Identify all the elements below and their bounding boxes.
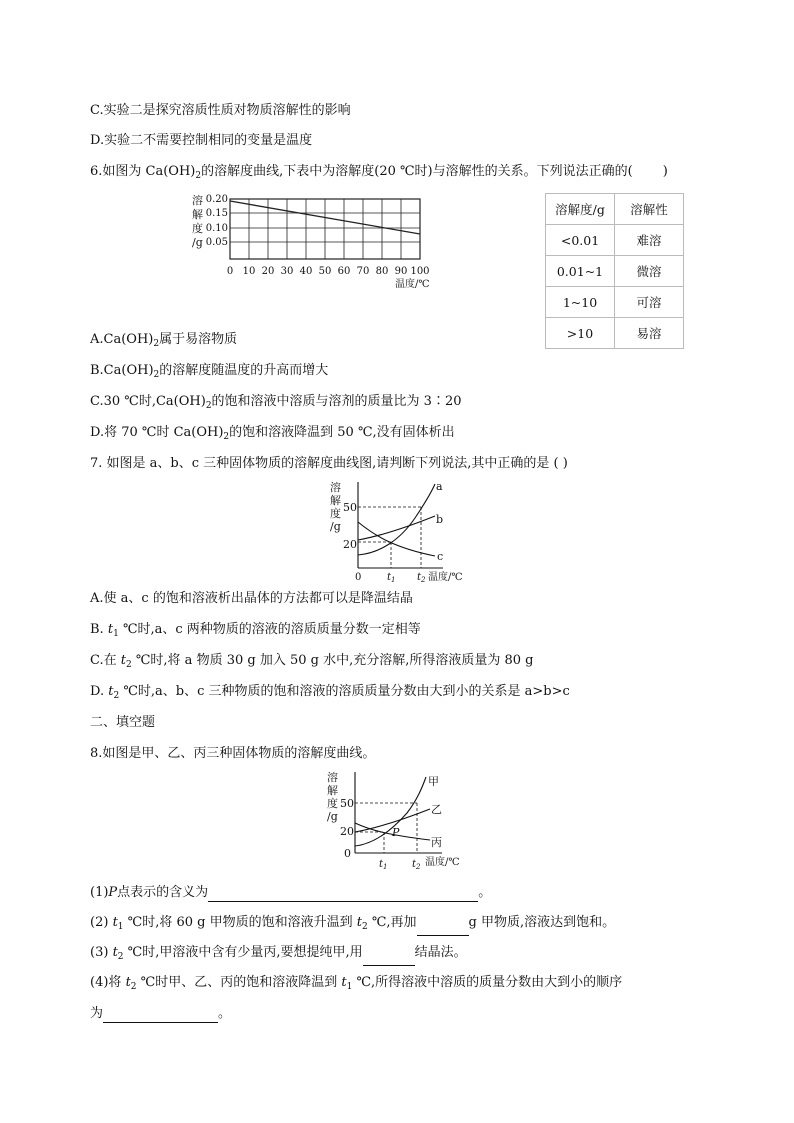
q7-option-d: D. $t_2$ ℃时,a、b、c 三种物质的饱和溶液的溶质质量分数由大到小的关系是 a>b>c bbox=[90, 684, 570, 701]
q8-y20: 20 bbox=[340, 825, 354, 838]
q8-label-jia: 甲 bbox=[428, 775, 439, 788]
q8-chart bbox=[322, 768, 472, 878]
q7-option-b: B. $t_1$ ℃时,a、c 两种物质的溶液的溶质质量分数一定相等 bbox=[90, 622, 421, 639]
table-cell: 微溶 bbox=[615, 256, 684, 287]
q6-xtick: 70 bbox=[356, 266, 370, 277]
q7-label-b: b bbox=[436, 513, 444, 526]
q7-ylabel-2: 解 bbox=[330, 494, 341, 507]
q6-option-a: $A.Ca(OH)_2$属于易溶物质 bbox=[90, 332, 238, 349]
q7-t1: $t_1$ bbox=[387, 572, 396, 584]
answer-blank[interactable] bbox=[363, 951, 415, 966]
q7-ylabel-3: 度 bbox=[330, 507, 341, 520]
q5-option-d: D.实验二不需要控制相同的变量是温度 bbox=[90, 133, 313, 148]
q6-xlabel: 温度/℃ bbox=[395, 279, 430, 290]
table-cell: 易溶 bbox=[615, 318, 684, 349]
table-cell: <0.01 bbox=[546, 225, 615, 256]
q8-point-p: P bbox=[392, 826, 400, 839]
q7-label-a: a bbox=[436, 480, 443, 493]
q7-chart bbox=[325, 478, 475, 588]
table-cell: 难溶 bbox=[615, 225, 684, 256]
q7-curve-a bbox=[358, 484, 435, 555]
q6-option-d: D.将 70 ℃时 $Ca(OH)_2$的饱和溶液降温到 50 ℃,没有固体析出 bbox=[90, 425, 455, 442]
q6-ylabel-1: 溶 bbox=[192, 194, 203, 207]
q6-option-b: $B.Ca(OH)_2$的溶解度随温度的升高而增大 bbox=[90, 363, 329, 380]
q8-sub2: (2) $t_1$ ℃时,将 60 g 甲物质的饱和溶液升温到 $t_2$ ℃,再加 g 甲物质,溶液达到饱和。 bbox=[90, 914, 615, 936]
q8-curve-jia bbox=[355, 777, 426, 846]
q8-xlabel: 温度/℃ bbox=[425, 857, 460, 868]
q6-ytick: 0.20 bbox=[205, 194, 228, 205]
q6-xtick: 30 bbox=[280, 266, 294, 277]
q6-xtick: 40 bbox=[299, 266, 313, 277]
q6-ytick: 0.05 bbox=[205, 237, 228, 248]
q7-option-a: A.使 a、c 的饱和溶液析出晶体的方法都可以是降温结晶 bbox=[90, 591, 413, 606]
table-cell: >10 bbox=[546, 318, 615, 349]
q6-xtick: 20 bbox=[261, 266, 275, 277]
q5-option-c: C.实验二是探究溶质性质对物质溶解性的影响 bbox=[90, 103, 351, 118]
q8-ylabel-3: 度 bbox=[327, 797, 338, 810]
q8-ylabel-4: /g bbox=[327, 810, 338, 823]
table-cell: 1~10 bbox=[546, 287, 615, 318]
q8-label-yi: 乙 bbox=[431, 803, 442, 816]
q6-xtick: 50 bbox=[318, 266, 332, 277]
q8-stem: 8.如图是甲、乙、丙三种固体物质的溶解度曲线。 bbox=[90, 746, 376, 761]
q7-label-c: c bbox=[437, 550, 444, 563]
q6-xtick: 100 bbox=[410, 266, 430, 277]
q7-option-c: C.在 $t_2$ ℃时,将 a 物质 30 g 加入 50 g 水中,充分溶解,所得溶液质量为 80 g bbox=[90, 653, 534, 670]
q7-ylabel-1: 溶 bbox=[330, 481, 341, 494]
q8-sub1: (1)P点表示的含义为 。 bbox=[90, 885, 492, 900]
q6-solubility-table bbox=[545, 193, 684, 349]
q6-ytick: 0.10 bbox=[205, 223, 228, 234]
q6-option-c: C.30 ℃时$,Ca(OH)_2$的饱和溶液中溶质与溶剂的质量比为 3∶20 bbox=[90, 394, 462, 411]
section-heading: 二、填空题 bbox=[90, 715, 156, 730]
q6-stem: 6.如图为 $Ca(OH)_2$的溶解度曲线,下表中为溶解度(20 ℃时)与溶解性的关系。下列说法正确的( ) bbox=[90, 164, 668, 181]
q8-label-bing: 丙 bbox=[431, 836, 442, 849]
q6-ylabel-4: /g bbox=[192, 236, 203, 249]
q7-y20: 20 bbox=[343, 538, 357, 551]
q6-ylabel-2: 解 bbox=[192, 208, 203, 221]
q8-sub3: (3) $t_2$ ℃时,甲溶液中含有少量丙,要想提纯甲,用 结晶法。 bbox=[90, 944, 467, 966]
q7-origin: 0 bbox=[355, 572, 362, 583]
table-cell: 可溶 bbox=[615, 287, 684, 318]
q7-t2: $t_2$ bbox=[417, 572, 426, 584]
answer-blank[interactable] bbox=[103, 1008, 218, 1023]
table-header: 溶解度/g bbox=[546, 194, 615, 225]
q6-xtick: 90 bbox=[394, 266, 408, 277]
q8-t2: $t_2$ bbox=[412, 859, 421, 871]
q6-xtick: 60 bbox=[337, 266, 351, 277]
q6-xtick: 10 bbox=[242, 266, 256, 277]
answer-blank[interactable] bbox=[417, 921, 469, 936]
q8-ylabel-1: 溶 bbox=[327, 771, 338, 784]
q6-ytick: 0.15 bbox=[205, 208, 228, 219]
q7-y50: 50 bbox=[343, 501, 357, 514]
q8-origin: 0 bbox=[344, 847, 351, 860]
q8-ylabel-2: 解 bbox=[327, 784, 338, 797]
q7-curve-b bbox=[358, 516, 435, 540]
q6-xtick: 0 bbox=[226, 266, 234, 277]
q8-sub4-cont: 为 。 bbox=[90, 1006, 232, 1021]
q7-stem: 7. 如图是 a、b、c 三种固体物质的溶解度曲线图,请判断下列说法,其中正确的是 ( ) bbox=[90, 456, 568, 471]
q7-xlabel: 温度/℃ bbox=[428, 572, 463, 583]
q6-ylabel-3: 度 bbox=[192, 222, 203, 235]
q8-t1: $t_1$ bbox=[379, 859, 388, 871]
q8-y50: 50 bbox=[340, 797, 354, 810]
q6-chart bbox=[180, 190, 440, 290]
q8-sub4: (4)将 $t_2$ ℃时甲、乙、丙的饱和溶液降温到 $t_1$ ℃,所得溶液中溶质的质量分数由大到小的顺序 bbox=[90, 975, 623, 992]
table-cell: 0.01~1 bbox=[546, 256, 615, 287]
table-header: 溶解性 bbox=[615, 194, 684, 225]
q6-xtick: 80 bbox=[375, 266, 389, 277]
q7-ylabel-4: /g bbox=[330, 520, 341, 533]
answer-blank[interactable] bbox=[208, 887, 478, 902]
